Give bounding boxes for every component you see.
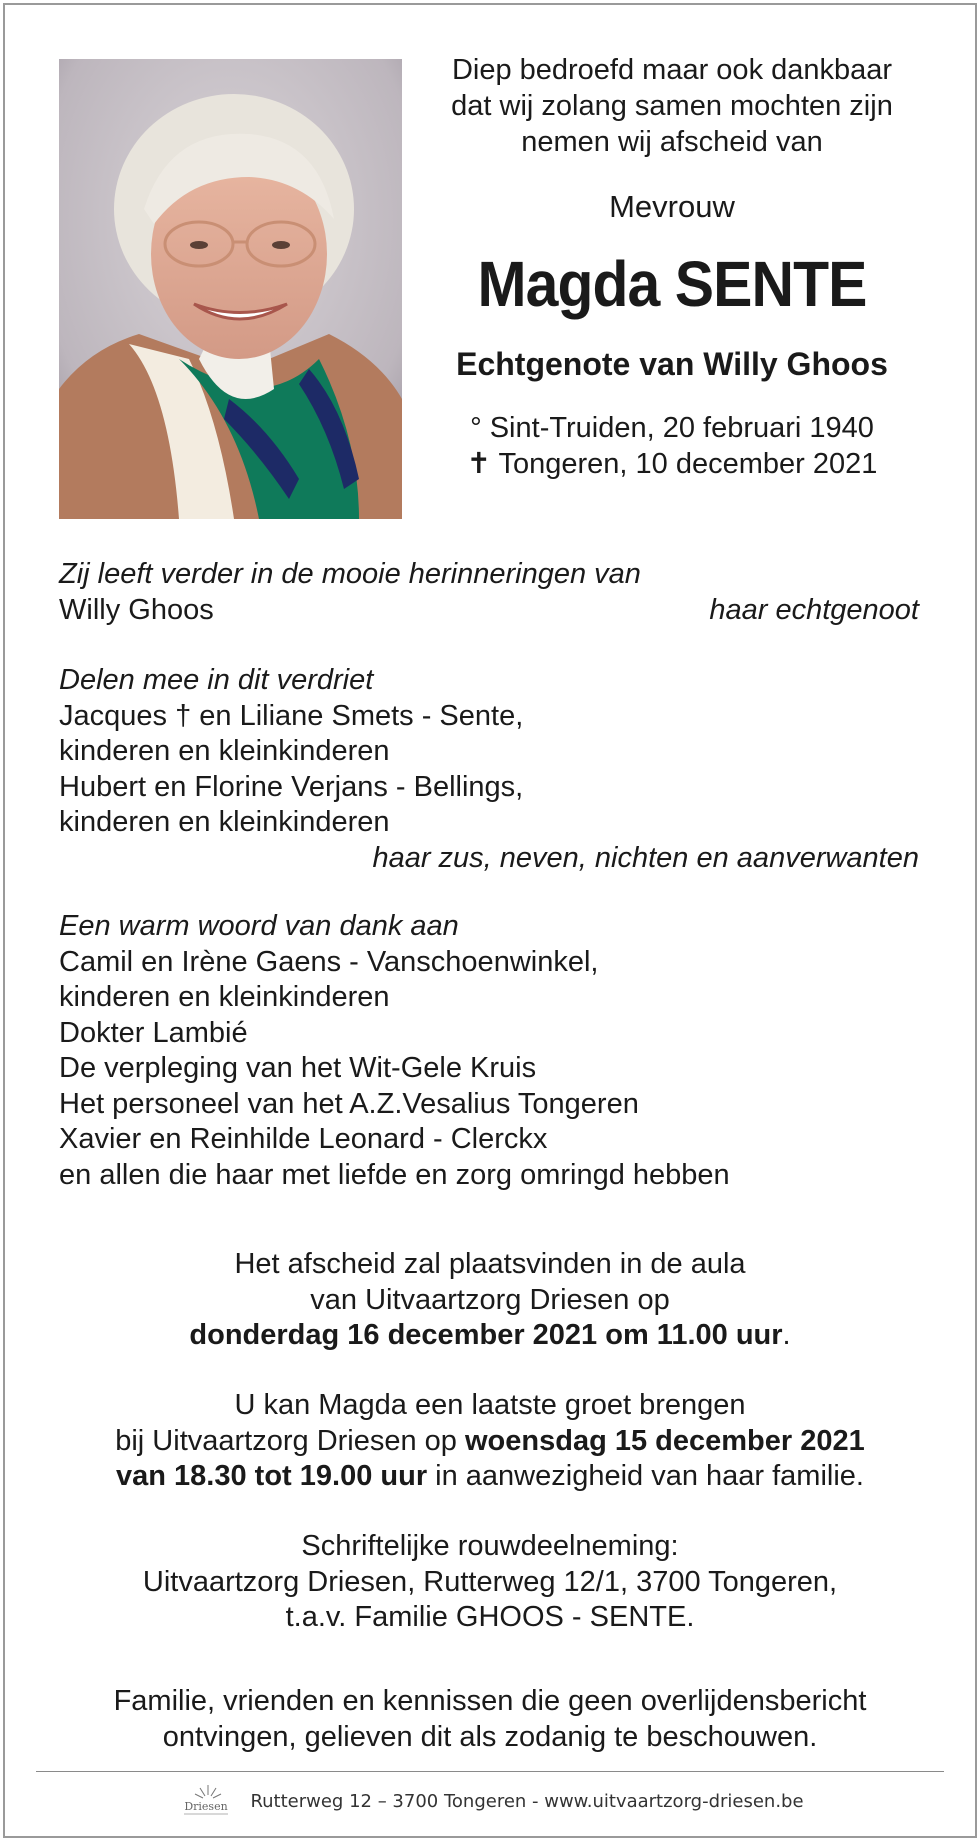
thanks-line: Xavier en Reinhilde Leonard - Clerckx (59, 1123, 548, 1155)
intro-lines (412, 52, 932, 160)
condolence-line: Uitvaartzorg Driesen, Rutterweg 12/1, 3700 Tongeren, (142, 1565, 838, 1598)
footer-divider (36, 1771, 944, 1772)
death-line: ✝ Tongeren, 10 december 2021 (466, 448, 878, 480)
thanks-line: Camil en Irène Gaens - Vanschoenwinkel, (59, 945, 599, 978)
notice-line: Familie, vrienden en kennissen die geen overlijdensbericht (113, 1685, 867, 1717)
thanks-line: Het personeel van het A.Z.Vesalius Tongeren (59, 1087, 639, 1120)
ceremony-section (40, 1247, 940, 1354)
thanks-line: De verpleging van het Wit-Gele Kruis (59, 1052, 537, 1084)
grief-section (59, 663, 919, 876)
memory-heading: Zij leeft verder in de mooie herinneringen van (59, 558, 641, 590)
notice-line: ontvingen, gelieven dit als zodanig te beschouwen. (162, 1720, 818, 1753)
honorific: Mevrouw (609, 189, 735, 224)
ceremony-line: Het afscheid zal plaatsvinden in de aula (234, 1248, 746, 1280)
portrait-photo (59, 59, 402, 519)
footer-address: Rutterweg 12 – 3700 Tongeren - www.uitvaartzorg-driesen.be (250, 1790, 804, 1812)
birth-line: ° Sint-Truiden, 20 februari 1940 (470, 412, 874, 444)
thanks-line: en allen die haar met liefde en zorg omringd hebben (59, 1158, 730, 1191)
ceremony-date-suffix: . (782, 1319, 791, 1351)
spouse-line: Echtgenote van Willy Ghoos (456, 346, 888, 382)
driesen-logo (176, 1781, 236, 1821)
visit-section (40, 1388, 940, 1495)
grief-line: kinderen en kleinkinderen (59, 735, 390, 767)
grief-line: kinderen en kleinkinderen (59, 806, 390, 838)
condolence-line: t.a.v. Familie GHOOS - SENTE. (285, 1601, 695, 1633)
condolence-line: Schriftelijke rouwdeelneming: (301, 1530, 679, 1562)
life-dates (412, 410, 932, 482)
thanks-section (59, 909, 919, 1193)
memory-section (59, 557, 919, 628)
condolence-section (40, 1529, 940, 1636)
grief-heading: Delen mee in dit verdriet (59, 664, 374, 696)
logo-text: Driesen (184, 1800, 229, 1813)
ceremony-line: van Uitvaartzorg Driesen op (310, 1283, 670, 1316)
ceremony-date: donderdag 16 december 2021 om 11.00 uur (189, 1319, 783, 1351)
notice-section (40, 1684, 940, 1755)
thanks-line: kinderen en kleinkinderen (59, 981, 390, 1013)
intro-block (412, 52, 932, 482)
grief-relation: haar zus, neven, nichten en aanverwanten (372, 841, 919, 874)
intro-line: dat wij zolang samen mochten zijn (451, 90, 893, 122)
visit-line-post: in aanwezigheid van haar familie. (427, 1460, 864, 1492)
memory-name: Willy Ghoos (59, 593, 214, 626)
grief-line: Jacques † en Liliane Smets - Sente, (59, 699, 524, 732)
grief-line: Hubert en Florine Verjans - Bellings, (59, 770, 524, 803)
intro-line: Diep bedroefd maar ook dankbaar (451, 54, 893, 86)
visit-line: U kan Magda een laatste groet brengen (234, 1389, 746, 1421)
visit-time: van 18.30 tot 19.00 uur (116, 1460, 428, 1492)
visit-line-pre: bij Uitvaartzorg Driesen op (115, 1424, 465, 1457)
deceased-name: Magda SENTE (477, 248, 867, 320)
footer (0, 1781, 980, 1821)
visit-date: woensdag 15 december 2021 (465, 1424, 865, 1457)
thanks-line: Dokter Lambié (59, 1016, 248, 1049)
memory-relation: haar echtgenoot (709, 593, 919, 626)
thanks-heading: Een warm woord van dank aan (59, 910, 459, 942)
intro-line: nemen wij afscheid van (521, 126, 823, 158)
